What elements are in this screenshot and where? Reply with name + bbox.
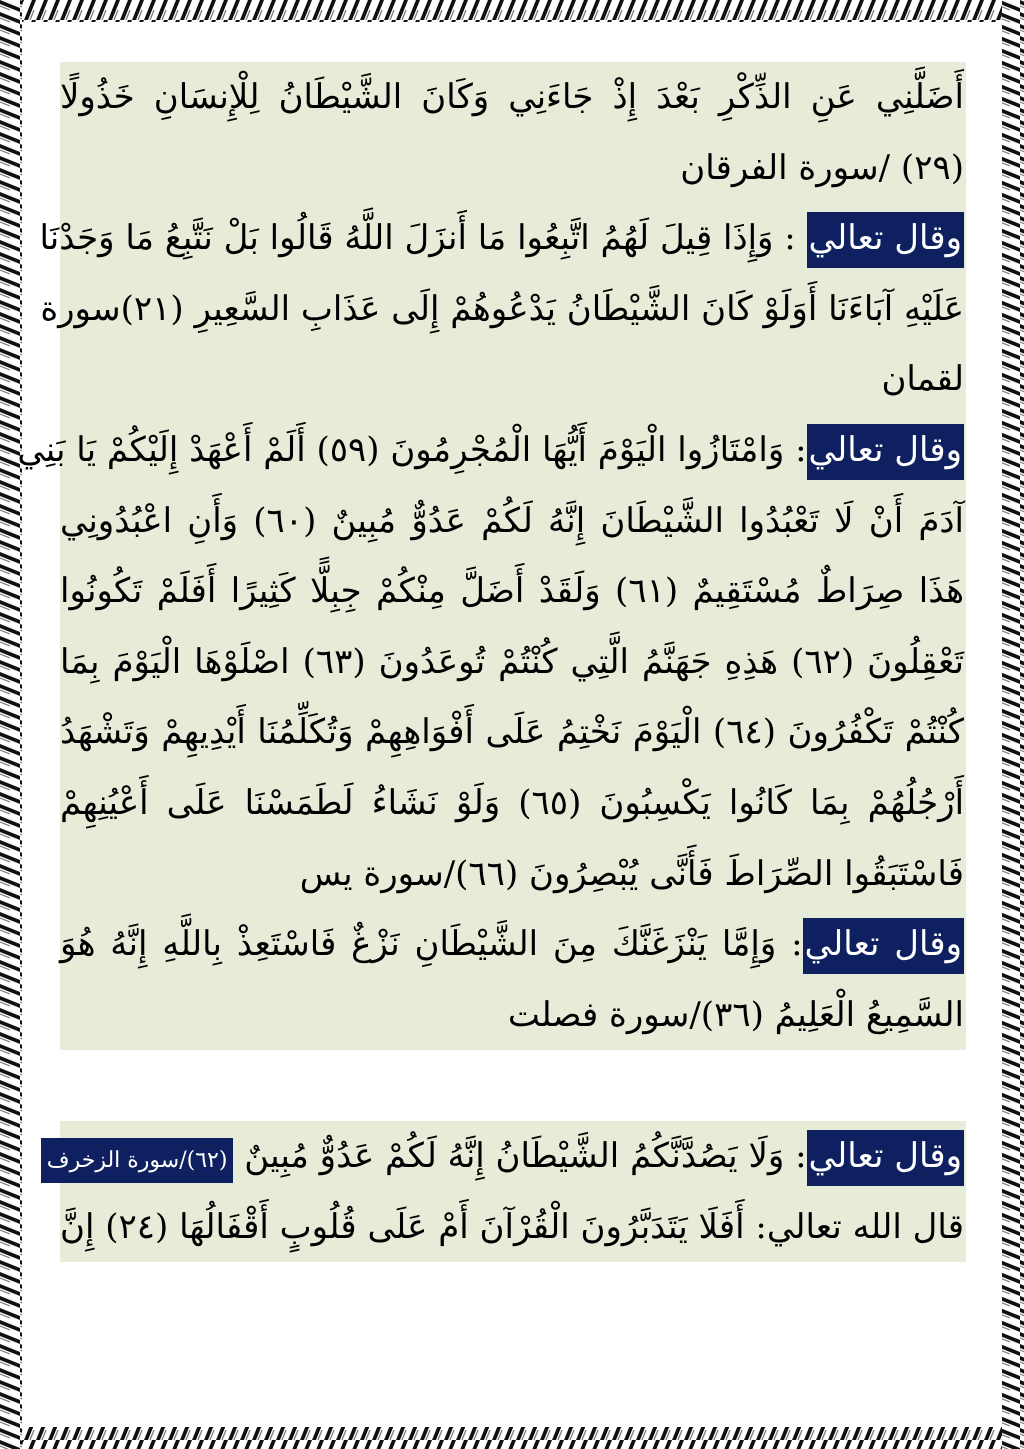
highlighted-label: وقال تعالي: [803, 918, 964, 974]
line-text: قال الله تعالي: أَفَلَا يَتَدَبَّرُونَ الْقُرْآنَ أَمْ عَلَى قُلُوبٍ أَقْفَالُهَا (٢٤) إِنَّ: [60, 1206, 964, 1247]
blank-line: [60, 1050, 966, 1121]
line-text: : وَإِذَا قِيلَ لَهُمُ اتَّبِعُوا مَا أَنزَلَ اللَّهُ قَالُوا بَلْ نَتَّبِعُ مَا وَجَدْنَا: [39, 218, 807, 259]
line-text: أَرْجُلُهُمْ بِمَا كَانُوا يَكْسِبُونَ (٦٥) وَلَوْ نَشَاءُ لَطَمَسْنَا عَلَى أَعْيُنِهِمْ: [60, 782, 965, 823]
line-text: لقمان: [881, 359, 964, 400]
line-text: السَّمِيعُ الْعَلِيمُ (٣٦)/سورة فصلت: [507, 994, 964, 1035]
line-text: (٢٩) /سورة الفرقان: [680, 147, 964, 188]
highlighted-surah-reference: (٦٢)/سورة الزخرف: [41, 1138, 234, 1183]
text-line-17: [60, 1192, 966, 1263]
line-text: : وَإِمَّا يَنْزَغَنَّكَ مِنَ الشَّيْطَانِ نَزْغٌ فَاسْتَعِذْ بِاللَّهِ إِنَّهُ هُوَ: [60, 924, 803, 965]
highlighted-label: وقال تعالي: [807, 424, 964, 480]
highlighted-label: وقال تعالي: [807, 212, 964, 268]
text-line-1: [60, 62, 966, 133]
line-text: تَعْقِلُونَ (٦٢) هَذِهِ جَهَنَّمُ الَّتِي كُنْتُمْ تُوعَدُونَ (٦٣) اصْلَوْهَا الْيَوْمَ بِمَا: [60, 641, 964, 682]
text-line-9: [60, 627, 966, 698]
text-line-10: [60, 697, 966, 768]
text-line-14: [60, 980, 966, 1051]
text-line-12: [60, 839, 966, 910]
line-text: عَلَيْهِ آبَاءَنَا أَوَلَوْ كَانَ الشَّيْطَانُ يَدْعُوهُمْ إِلَى عَذَابِ السَّعِيرِ (٢١)سورة: [40, 288, 964, 329]
text-line-16: [46, 1121, 966, 1192]
line-text: : وَامْتَازُوا الْيَوْمَ أَيُّهَا الْمُجْرِمُونَ (٥٩) أَلَمْ أَعْهَدْ إِلَيْكُمْ يَا بَنِي: [17, 429, 807, 470]
text-line-13: [60, 909, 966, 980]
line-text: آدَمَ أَنْ لَا تَعْبُدُوا الشَّيْطَانَ إِنَّهُ لَكُمْ عَدُوٌّ مُبِينٌ (٦٠) وَأَنِ اعْبُدُونِي: [60, 500, 965, 541]
text-line-3: [39, 203, 966, 274]
text-line-4: [40, 274, 966, 345]
line-text: فَاسْتَبَقُوا الصِّرَاطَ فَأَنَّى يُبْصِرُونَ (٦٦)/سورة يس: [299, 853, 964, 894]
document-body: [17, 62, 966, 1262]
text-line-2: [60, 133, 966, 204]
text-line-5: [60, 344, 966, 415]
line-text: كُنْتُمْ تَكْفُرُونَ (٦٤) الْيَوْمَ نَخْتِمُ عَلَى أَفْوَاهِهِمْ وَتُكَلِّمُنَا أَيْدِيهِمْ وَتَشْهَدُ: [60, 712, 964, 753]
text-line-8: [60, 556, 966, 627]
text-line-7: [60, 486, 966, 557]
line-text: أَضَلَّنِي عَنِ الذِّكْرِ بَعْدَ إِذْ جَاءَنِي وَكَانَ الشَّيْطَانُ لِلْإِنسَانِ خَذُولًا: [60, 77, 964, 117]
text-line-6: [17, 415, 966, 486]
highlighted-label: وقال تعالي: [807, 1130, 964, 1186]
line-text: : وَلَا يَصُدَّنَّكُمُ الشَّيْطَانُ إِنَّهُ لَكُمْ عَدُوٌّ مُبِينٌ: [233, 1135, 807, 1176]
text-line-11: [60, 768, 966, 839]
line-text: هَذَا صِرَاطٌ مُسْتَقِيمٌ (٦١) وَلَقَدْ أَضَلَّ مِنْكُمْ جِبِلًّا كَثِيرًا أَفَلَمْ تَكُونُوا: [60, 571, 964, 612]
